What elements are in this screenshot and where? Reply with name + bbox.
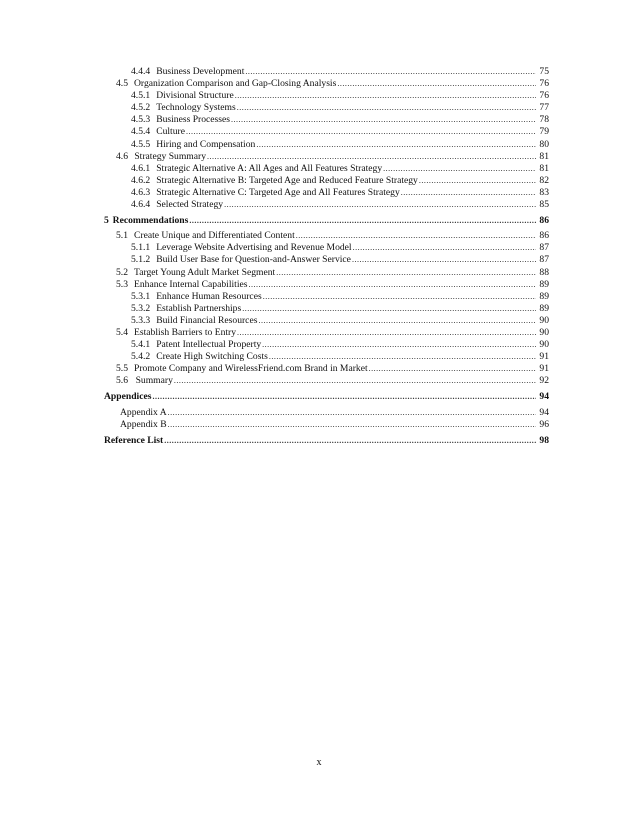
dot-leader	[419, 175, 536, 187]
toc-entry-page: 89	[539, 278, 549, 290]
toc-entry-title: Create High Switching Costs	[156, 351, 268, 363]
dot-leader	[189, 215, 536, 227]
toc-entry-page: 91	[539, 363, 549, 375]
toc-entry-title: Appendix B	[120, 418, 167, 430]
toc-entry-title: Culture	[156, 126, 185, 138]
toc-entry[interactable]	[104, 242, 549, 254]
toc-entry-page: 86	[539, 215, 549, 227]
dot-leader	[263, 291, 536, 303]
dot-leader	[186, 126, 536, 138]
toc-entry-number: 5.6	[116, 375, 128, 387]
toc-entry-title: Target Young Adult Market Segment	[134, 266, 276, 278]
toc-entry-title: Strategic Alternative A: All Ages and All Features Strategy	[156, 162, 383, 174]
toc-entry-title: Enhance Human Resources	[156, 290, 262, 302]
dot-leader	[237, 327, 536, 339]
toc-entry-number: 4.5.2	[131, 102, 151, 114]
toc-entry-page: 89	[539, 302, 549, 314]
toc-entry[interactable]	[104, 114, 549, 126]
dot-leader	[231, 114, 536, 126]
toc-entry-title: Patent Intellectual Property	[156, 339, 262, 351]
toc-entry-title: Establish Partnerships	[156, 302, 242, 314]
toc-entry-title: Promote Company and WirelessFriend.com Brand in Market	[134, 363, 368, 375]
toc-entry-number: 4.6.1	[131, 162, 151, 174]
toc-entry[interactable]	[104, 351, 549, 363]
toc-entry-number: 4.5.3	[131, 114, 151, 126]
toc-entry-page: 98	[539, 434, 549, 446]
toc-entry[interactable]	[104, 175, 549, 187]
toc-entry-number: 5.3.1	[131, 290, 151, 302]
dot-leader	[337, 78, 536, 90]
toc-entry-page: 89	[539, 290, 549, 302]
toc-entry-number: 5.1.2	[131, 254, 151, 266]
toc-entry-number: 5.3	[116, 278, 128, 290]
toc-entry[interactable]	[104, 66, 549, 78]
toc-entry[interactable]	[104, 391, 549, 403]
toc-entry-page: 76	[539, 90, 549, 102]
toc-entry-page: 94	[539, 391, 549, 403]
toc-entry-title: Establish Barriers to Entry	[134, 326, 237, 338]
toc-entry[interactable]	[104, 126, 549, 138]
toc-entry-page: 96	[539, 418, 549, 430]
toc-entry-title: Business Processes	[156, 114, 231, 126]
toc-entry-number: 4.4.4	[131, 66, 151, 77]
toc-entry-title: Organization Comparison and Gap-Closing Analysis	[134, 78, 337, 90]
toc-entry[interactable]	[104, 327, 549, 339]
page-number: x	[316, 757, 322, 768]
toc-entry-number: 5.5	[116, 363, 128, 375]
toc-entry-number: 5	[104, 215, 109, 227]
toc-entry-page: 92	[539, 375, 549, 387]
toc-entry-page: 85	[539, 199, 549, 211]
toc-entry-page: 75	[539, 66, 549, 77]
toc-entry-page: 94	[539, 406, 549, 418]
toc-entry-page: 82	[539, 174, 549, 186]
toc-entry-number: 4.6.4	[131, 199, 151, 211]
toc-entry-page: 90	[539, 339, 549, 351]
toc-entry[interactable]	[104, 407, 549, 419]
toc-entry[interactable]	[104, 90, 549, 102]
dot-leader	[174, 375, 536, 387]
toc-entry-title: Build User Base for Question-and-Answer Service	[156, 254, 351, 266]
toc-entry[interactable]	[104, 254, 549, 266]
toc-entry-number: 4.5.5	[131, 138, 151, 150]
toc-entry[interactable]	[104, 102, 549, 114]
toc-entry-title: Enhance Internal Capabilities	[134, 278, 248, 290]
toc-entry-number: 5.1.1	[131, 242, 151, 254]
toc-entry[interactable]	[104, 139, 549, 151]
toc-entry-title: Hiring and Compensation	[156, 138, 256, 150]
toc-entry-title: Selected Strategy	[156, 199, 224, 211]
dot-leader	[237, 102, 536, 114]
toc-entry-title: Strategic Alternative B: Targeted Age and Reduced Feature Strategy	[156, 174, 418, 186]
dot-leader	[207, 151, 536, 163]
toc-entry-title: Strategy Summary	[134, 150, 207, 162]
toc-entry[interactable]	[104, 303, 549, 315]
toc-entry-number: 4.5.4	[131, 126, 151, 138]
toc-entry-number: 4.6.3	[131, 186, 151, 198]
toc-entry[interactable]	[104, 151, 549, 163]
dot-leader	[258, 315, 536, 327]
dot-leader	[296, 230, 536, 242]
toc-entry-title: Appendices	[104, 391, 152, 403]
toc-entry-page: 76	[539, 78, 549, 90]
toc-entry-number: 5.4.1	[131, 339, 151, 351]
toc-entry-page: 88	[539, 266, 549, 278]
toc-entry[interactable]	[104, 279, 549, 291]
toc-entry-page: 78	[539, 114, 549, 126]
toc-entry-number: 4.5	[116, 78, 128, 90]
dot-leader	[269, 351, 536, 363]
toc-entry-page: 83	[539, 186, 549, 198]
toc-entry-page: 90	[539, 314, 549, 326]
toc-entry-page: 80	[539, 138, 549, 150]
toc-entry-page: 79	[539, 126, 549, 138]
toc-entry[interactable]	[104, 419, 549, 431]
toc-entry[interactable]	[104, 267, 549, 279]
toc-entry-number: 5.2	[116, 266, 128, 278]
toc-entry-title: Summary	[135, 375, 173, 387]
dot-leader	[152, 391, 536, 403]
dot-leader	[369, 363, 536, 375]
dot-leader	[401, 187, 536, 199]
toc-entry-number: 4.6	[116, 150, 128, 162]
table-of-contents	[104, 66, 549, 450]
toc-entry-title: Create Unique and Differentiated Content	[134, 230, 295, 242]
toc-entry[interactable]	[104, 215, 549, 227]
toc-entry-number: 5.4	[116, 326, 128, 338]
toc-entry-title: Technology Systems	[156, 102, 236, 114]
toc-entry[interactable]	[104, 230, 549, 242]
dot-leader	[248, 279, 536, 291]
toc-entry-page: 81	[539, 150, 549, 162]
toc-entry[interactable]	[104, 78, 549, 90]
toc-entry-page: 91	[539, 351, 549, 363]
dot-leader	[242, 303, 536, 315]
toc-entry-title: Business Development	[156, 66, 245, 77]
toc-entry-title: Leverage Website Advertising and Revenue Model	[156, 242, 352, 254]
dot-leader	[353, 242, 536, 254]
toc-entry[interactable]	[104, 187, 549, 199]
toc-entry[interactable]	[104, 339, 549, 351]
dot-leader	[276, 267, 536, 279]
toc-entry[interactable]	[104, 435, 549, 447]
toc-entry-title: Divisional Structure	[156, 90, 234, 102]
toc-entry-number: 5.3.3	[131, 314, 151, 326]
dot-leader	[352, 254, 536, 266]
dot-leader	[168, 419, 536, 431]
toc-entry-title: Strategic Alternative C: Targeted Age and All Features Strategy	[156, 186, 400, 198]
dot-leader	[383, 163, 536, 175]
toc-entry-title: Reference List	[104, 434, 164, 446]
toc-entry[interactable]	[104, 199, 549, 211]
toc-entry-page: 77	[539, 102, 549, 114]
toc-entry[interactable]	[104, 291, 549, 303]
toc-entry-page: 90	[539, 326, 549, 338]
toc-entry-page: 87	[539, 242, 549, 254]
toc-entry-title: Build Financial Resources	[156, 314, 258, 326]
dot-leader	[245, 66, 536, 78]
toc-entry-page: 81	[539, 162, 549, 174]
toc-entry-page: 87	[539, 254, 549, 266]
toc-entry[interactable]	[104, 163, 549, 175]
toc-entry-number: 4.6.2	[131, 174, 151, 186]
toc-entry-title: Appendix A	[120, 406, 167, 418]
dot-leader	[168, 407, 536, 419]
toc-entry-number: 5.4.2	[131, 351, 151, 363]
dot-leader	[256, 139, 536, 151]
toc-entry-number: 5.3.2	[131, 302, 151, 314]
toc-entry-page: 86	[539, 230, 549, 242]
dot-leader	[262, 339, 536, 351]
dot-leader	[164, 435, 536, 447]
dot-leader	[224, 199, 536, 211]
toc-entry-title: Recommendations	[112, 215, 189, 227]
toc-entry[interactable]	[104, 363, 549, 375]
dot-leader	[235, 90, 536, 102]
toc-entry[interactable]	[104, 375, 549, 387]
toc-entry[interactable]	[104, 315, 549, 327]
toc-entry-number: 4.5.1	[131, 90, 151, 102]
toc-entry-number: 5.1	[116, 230, 128, 242]
